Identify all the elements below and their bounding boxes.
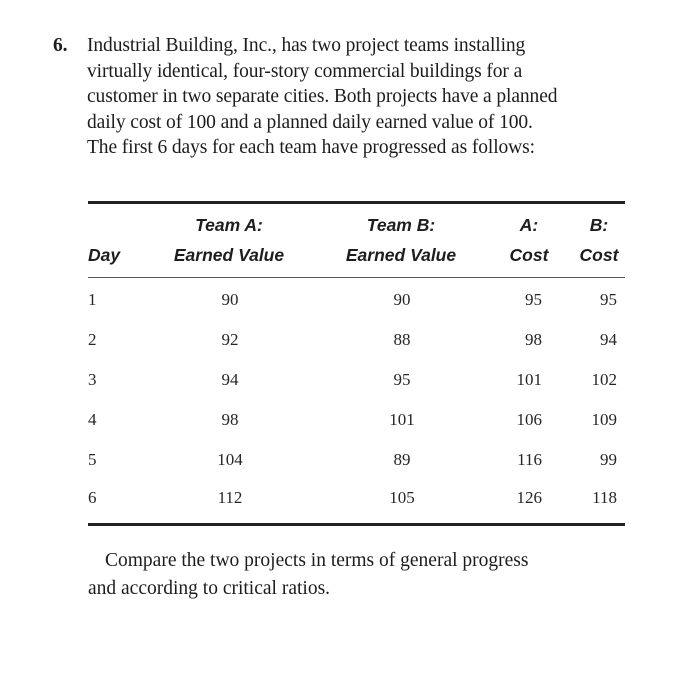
cell-team-b-ev: 89 bbox=[393, 450, 411, 469]
cell-team-b-ev: 88 bbox=[393, 330, 411, 349]
question-line: Compare the two projects in terms of general progress bbox=[105, 550, 529, 571]
cell-b-cost: 109 bbox=[591, 410, 617, 429]
cell-team-a-ev: 92 bbox=[221, 330, 239, 349]
question-line: and according to critical ratios. bbox=[88, 578, 331, 599]
problem-line: virtually identical, four-story commercial buildings for a bbox=[87, 60, 523, 82]
cell-b-cost: 94 bbox=[600, 330, 617, 349]
problem-line: Industrial Building, Inc., has two project teams installing bbox=[87, 35, 526, 56]
problem-line: customer in two separate cities. Both projects have a planned bbox=[87, 86, 558, 107]
cell-day: 6 bbox=[88, 488, 97, 507]
cell-team-a-ev: 98 bbox=[221, 410, 239, 429]
cell-b-cost: 102 bbox=[591, 370, 617, 389]
header-b-cost: Cost bbox=[579, 245, 619, 265]
table-header-rule bbox=[88, 277, 625, 278]
cell-a-cost: 98 bbox=[525, 330, 542, 349]
cell-team-b-ev: 95 bbox=[393, 370, 411, 389]
header-day: Day bbox=[88, 245, 121, 265]
cell-day: 1 bbox=[88, 290, 97, 309]
cell-team-a-ev: 94 bbox=[221, 370, 239, 389]
cell-team-b-ev: 90 bbox=[393, 290, 411, 309]
cell-a-cost: 101 bbox=[516, 370, 542, 389]
cell-team-a-ev: 112 bbox=[217, 488, 243, 507]
cell-a-cost: 116 bbox=[517, 450, 542, 469]
table-top-rule bbox=[88, 201, 625, 204]
cell-a-cost: 95 bbox=[525, 290, 542, 309]
cell-team-a-ev: 104 bbox=[217, 450, 243, 469]
header-team-a-earned-value: Earned Value bbox=[173, 245, 285, 265]
header-b: B: bbox=[589, 215, 609, 235]
cell-b-cost: 118 bbox=[592, 488, 617, 507]
cell-a-cost: 126 bbox=[516, 488, 542, 507]
problem-number: 6. bbox=[53, 35, 68, 56]
header-team-b-earned-value: Earned Value bbox=[345, 245, 457, 265]
problem-line: daily cost of 100 and a planned daily earned value of 100. bbox=[87, 111, 533, 133]
table-bottom-rule bbox=[88, 523, 625, 526]
cell-b-cost: 95 bbox=[600, 290, 617, 309]
header-a-cost: Cost bbox=[509, 245, 549, 265]
problem-statement bbox=[53, 33, 635, 161]
question-text bbox=[88, 547, 633, 603]
header-a: A: bbox=[519, 215, 539, 235]
cell-team-b-ev: 101 bbox=[389, 410, 415, 429]
cell-a-cost: 106 bbox=[516, 410, 542, 429]
header-team-a: Team A: bbox=[195, 215, 263, 235]
problem-line: The first 6 days for each team have progressed as follows: bbox=[87, 137, 535, 158]
cell-b-cost: 99 bbox=[600, 450, 617, 469]
cell-day: 3 bbox=[88, 370, 97, 389]
cell-day: 4 bbox=[88, 410, 97, 429]
cell-team-b-ev: 105 bbox=[389, 488, 415, 507]
cell-day: 5 bbox=[88, 450, 97, 469]
header-team-b: Team B: bbox=[366, 215, 436, 235]
cell-team-a-ev: 90 bbox=[221, 290, 239, 309]
cell-day: 2 bbox=[88, 330, 97, 349]
